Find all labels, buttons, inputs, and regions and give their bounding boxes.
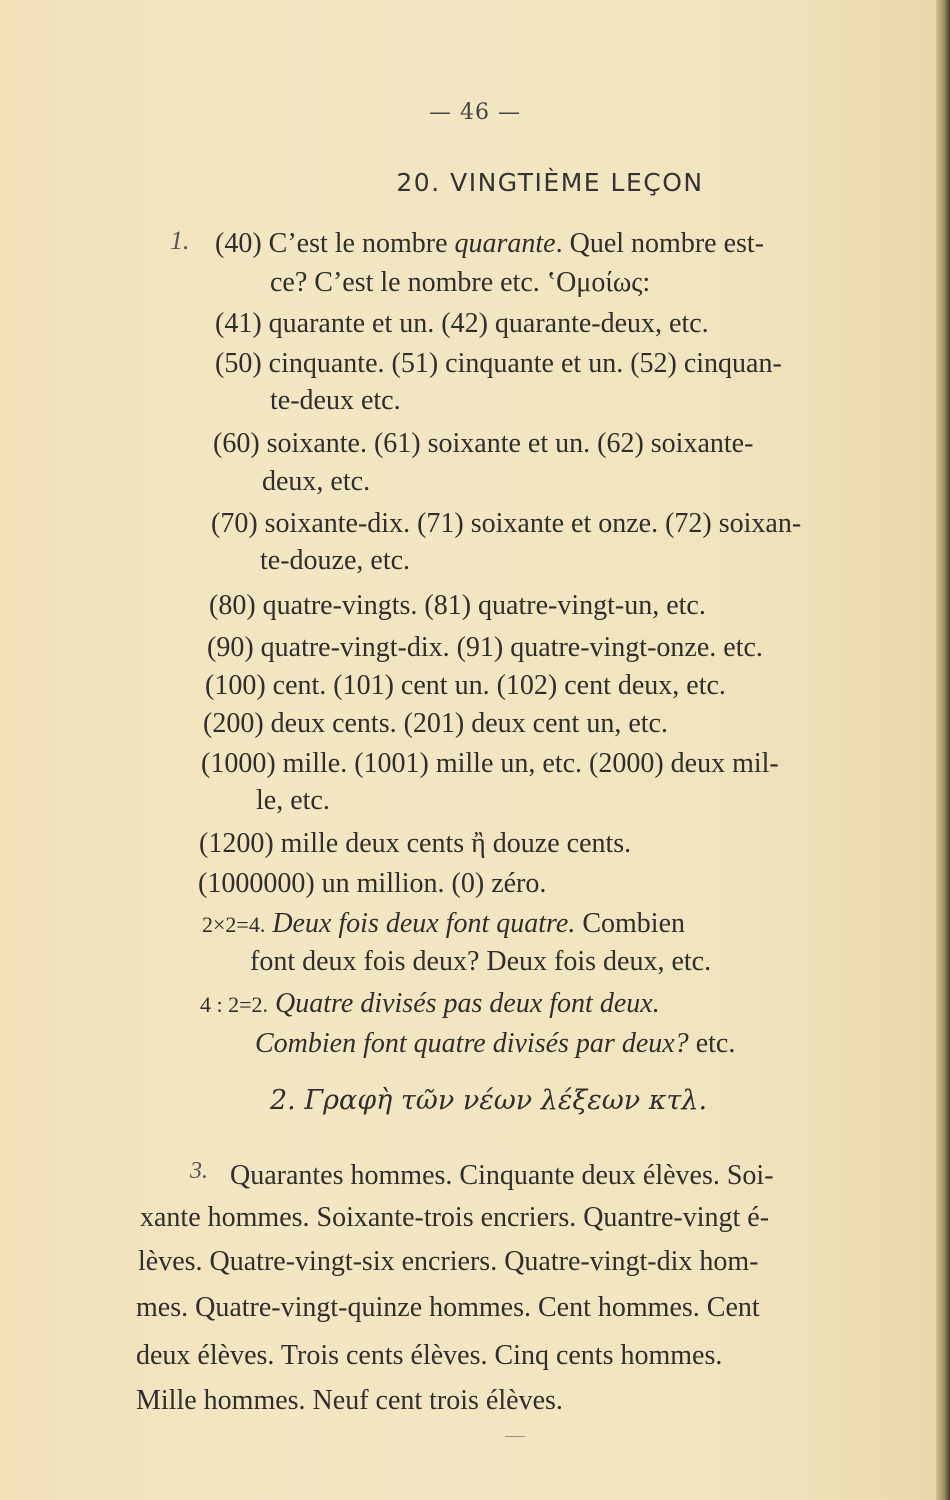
section-1-line: (50) cinquante. (51) cinquante et un. (52) cinquan- [215, 348, 782, 379]
section-2-title: Γραφὴ τῶν νέων λέξεων κτλ. [304, 1085, 708, 1116]
section-1-line: (100) cent. (101) cent un. (102) cent deux, etc. [205, 670, 726, 701]
section-1-marker: 1. [170, 226, 190, 255]
section-3-line: Quarantes hommes. Cinquante deux élèves. Soi- [230, 1160, 774, 1191]
lesson-title: 20. VINGTIÈME LEÇON [396, 168, 704, 197]
math-sentence: Quatre divisés pas deux font deux. [275, 988, 660, 1019]
section-3-line: mes. Quatre-vingt-quinze hommes. Cent hommes. Cent [136, 1292, 760, 1323]
line-text: (40) C’est le nombre [215, 228, 455, 259]
section-3-line: deux élèves. Trois cents élèves. Cinq cents hommes. [136, 1340, 723, 1371]
section-3-marker: 3. [190, 1158, 208, 1184]
section-1-line: (1000000) un million. (0) zéro. [198, 868, 547, 899]
section-1-line: (1000) mille. (1001) mille un, etc. (2000) deux mil- [201, 748, 779, 779]
section-3-line: xante hommes. Soixante-trois encriers. Quantre-vingt é- [140, 1202, 770, 1233]
math-question: Combien [575, 908, 686, 939]
section-1-line: ce? C’est le nombre etc. ‛Ομοίως: [270, 267, 651, 298]
section-1-line: (41) quarante et un. (42) quarante-deux, etc. [215, 308, 709, 339]
section-2-marker: 2. [270, 1085, 296, 1116]
math-etc: etc. [688, 1028, 736, 1059]
math-line-1b: font deux fois deux? Deux fois deux, etc. [250, 946, 712, 977]
math-line-2b [255, 1028, 735, 1060]
line-text: . Quel nombre est- [555, 228, 764, 259]
section-3-line: Mille hommes. Neuf cent trois élèves. [136, 1385, 563, 1416]
section-1-line [215, 228, 764, 260]
math-question: Combien font quatre divisés par deux? [255, 1028, 689, 1059]
section-1-line: (80) quatre-vingts. (81) quatre-vingt-un, etc. [209, 590, 706, 621]
section-1-line: (1200) mille deux cents ἢ douze cents. [199, 828, 632, 859]
math-expression: 2×2=4. [202, 912, 266, 937]
bottom-mark [505, 1436, 525, 1437]
section-1-line: te-deux etc. [270, 385, 401, 416]
section-1-line: le, etc. [256, 785, 330, 816]
math-line-2 [200, 988, 660, 1020]
section-2-heading [270, 1085, 707, 1116]
section-1-line: (60) soixante. (61) soixante et un. (62) soixante- [213, 428, 754, 459]
section-1-line: (70) soixante-dix. (71) soixante et onze. (72) soixan- [211, 508, 802, 539]
math-sentence: Deux fois deux font quatre. [272, 908, 576, 939]
section-1-line: (200) deux cents. (201) deux cent un, etc. [203, 708, 668, 739]
section-1-line: te-douze, etc. [260, 545, 411, 576]
page-number: — 46 — [429, 100, 521, 125]
math-line-1 [202, 908, 685, 940]
math-expression: 4 : 2=2. [200, 992, 269, 1017]
section-3-line: lèves. Quatre-vingt-six encriers. Quatre-vingt-dix hom- [138, 1246, 759, 1277]
page-edge [936, 0, 950, 1500]
section-1-line: deux, etc. [262, 466, 371, 497]
line-text-italic: quarante [454, 228, 556, 259]
section-1-line: (90) quatre-vingt-dix. (91) quatre-vingt-onze. etc. [207, 632, 763, 663]
